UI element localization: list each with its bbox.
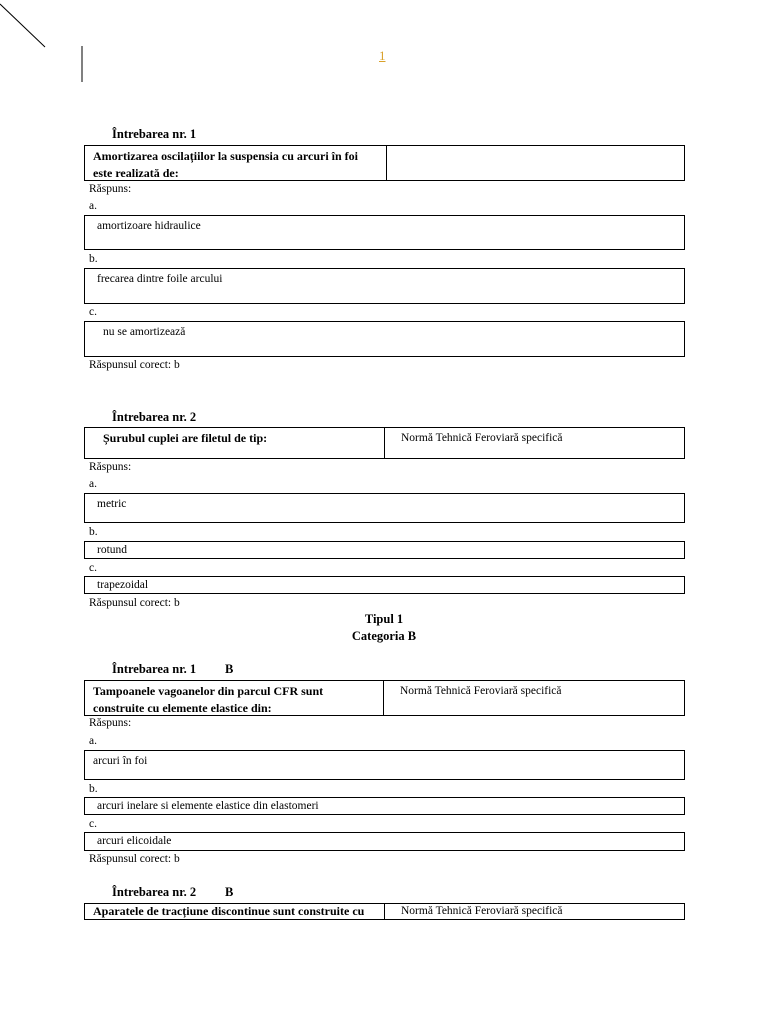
question-reference: Normă Tehnică Feroviară specifică: [384, 428, 684, 458]
section-type: Tipul 1: [364, 612, 404, 626]
option-letter-b: b.: [89, 783, 98, 795]
question-text: Tampoanele vagoanelor din parcul CFR sunt construite cu elemente elastice din:: [93, 684, 324, 715]
answer-option-a: arcuri în foi: [84, 750, 685, 780]
answer-option-a: amortizoare hidraulice: [84, 215, 685, 250]
question-table: [84, 427, 685, 459]
option-letter-b: b.: [89, 253, 98, 265]
question-table: [84, 680, 685, 716]
answer-option-a: metric: [84, 493, 685, 523]
answer-option-c: nu se amortizează: [84, 321, 685, 357]
question-reference: [386, 146, 684, 180]
question-heading: Întrebarea nr. 1: [112, 127, 197, 141]
question-category: B: [225, 662, 234, 676]
answer-option-c: trapezoidal: [84, 576, 685, 594]
option-letter-c: c.: [89, 562, 97, 574]
question-table: [84, 903, 685, 920]
question-reference: Normă Tehnică Feroviară specifică: [384, 904, 684, 919]
correct-answer: Răspunsul corect: b: [89, 597, 180, 609]
answer-option-c: arcuri elicoidale: [84, 832, 685, 851]
question-table: [84, 145, 685, 181]
option-letter-a: a.: [89, 478, 97, 490]
question-category: B: [225, 885, 234, 899]
page-number[interactable]: 1: [379, 48, 386, 63]
section-category: Categoria B: [351, 629, 417, 643]
question-text: Șurubul cuplei are filetul de tip:: [103, 431, 268, 445]
question-heading: Întrebarea nr. 1: [112, 662, 197, 676]
page-corner-mark: [0, 0, 90, 90]
question-reference: Normă Tehnică Feroviară specifică: [383, 681, 684, 715]
answer-option-b: frecarea dintre foile arcului: [84, 268, 685, 304]
answer-label: Răspuns:: [89, 461, 132, 473]
question-text: Aparatele de tracțiune discontinue sunt construite cu: [93, 904, 365, 918]
option-letter-a: a.: [89, 200, 97, 212]
question-heading: Întrebarea nr. 2: [112, 885, 197, 899]
answer-label: Răspuns:: [89, 183, 132, 195]
answer-option-b: arcuri inelare si elemente elastice din elastomeri: [84, 797, 685, 815]
answer-label: Răspuns:: [89, 717, 132, 729]
question-heading: Întrebarea nr. 2: [112, 410, 197, 424]
option-letter-c: c.: [89, 306, 97, 318]
question-text: Amortizarea oscilațiilor la suspensia cu arcuri în foi este realizată de:: [93, 149, 358, 180]
answer-option-b: rotund: [84, 541, 685, 559]
option-letter-c: c.: [89, 818, 97, 830]
correct-answer: Răspunsul corect: b: [89, 853, 180, 865]
option-letter-a: a.: [89, 735, 97, 747]
correct-answer: Răspunsul corect: b: [89, 359, 180, 371]
option-letter-b: b.: [89, 526, 98, 538]
